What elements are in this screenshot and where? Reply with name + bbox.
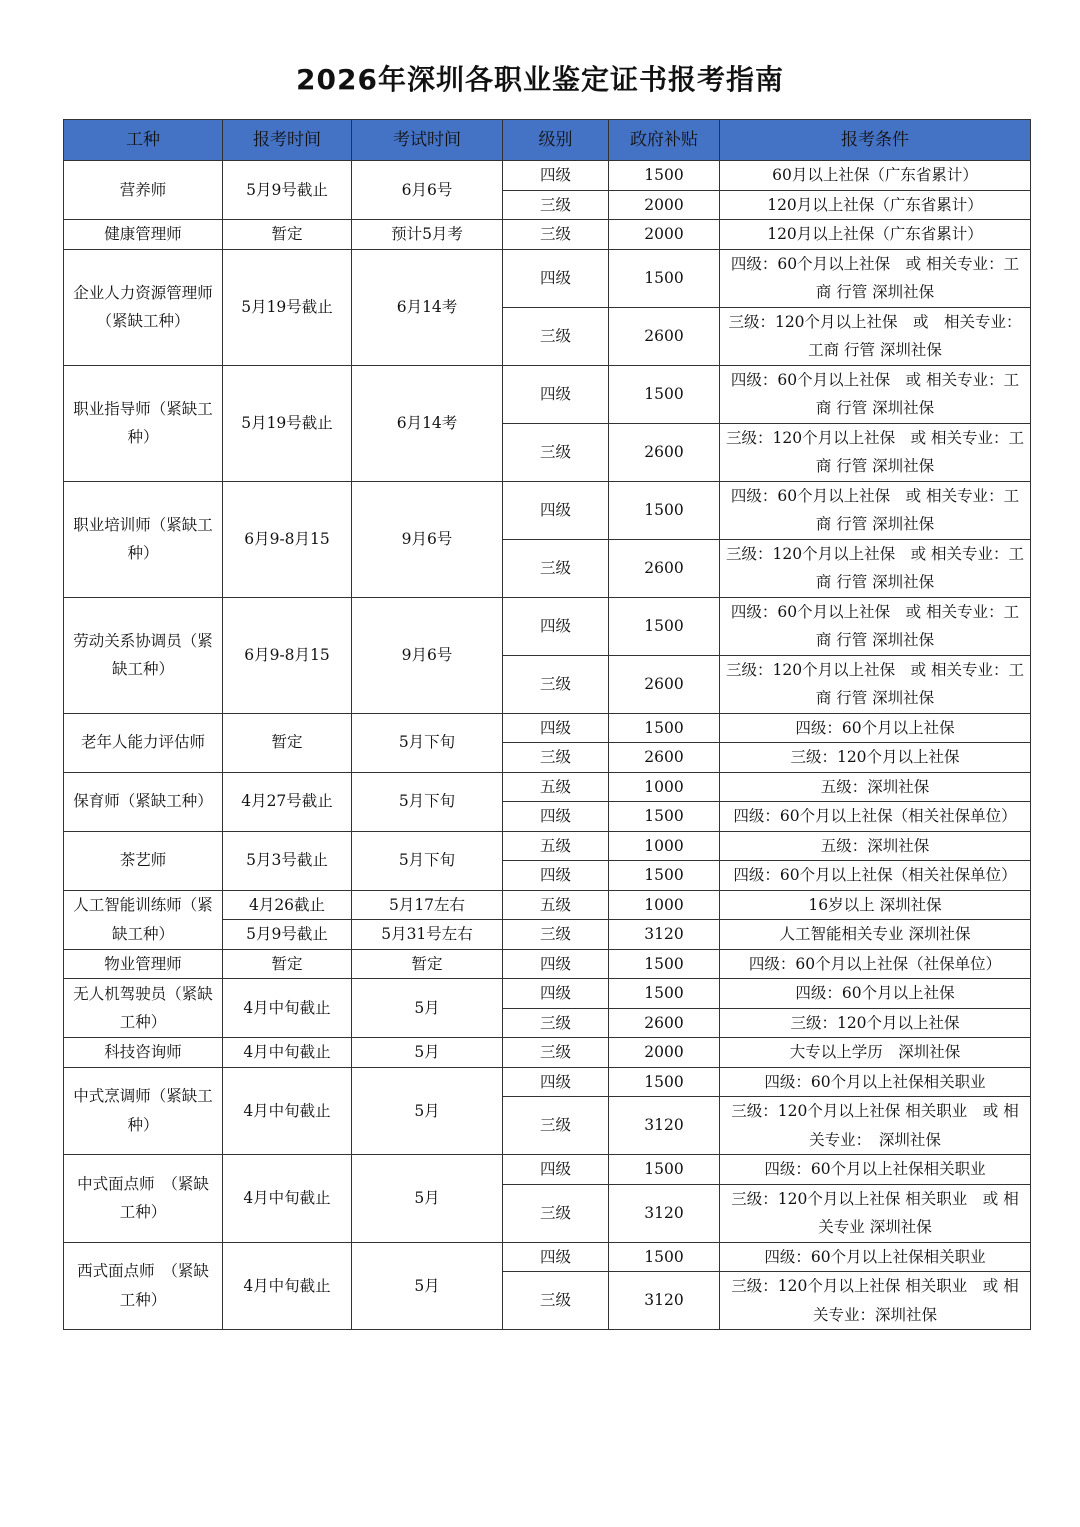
occupation-name: 人工智能训练师（紧缺工种） — [64, 890, 223, 949]
apply-time: 5月9号截止 — [223, 920, 352, 950]
condition: 120月以上社保（广东省累计） — [720, 220, 1031, 250]
condition: 四级：60个月以上社保 — [720, 713, 1031, 743]
condition: 三级：120个月以上社保 或 相关专业：工商 行管 深圳社保 — [720, 655, 1031, 713]
exam-time: 5月 — [352, 1242, 503, 1330]
subsidy: 3120 — [609, 920, 720, 950]
level: 三级 — [503, 743, 609, 773]
table-row — [64, 772, 1031, 802]
apply-time: 5月9号截止 — [223, 161, 352, 220]
condition: 三级：120个月以上社保 相关职业 或 相关专业： 深圳社保 — [720, 1097, 1031, 1155]
subsidy: 1500 — [609, 249, 720, 307]
condition: 四级：60个月以上社保相关职业 — [720, 1067, 1031, 1097]
subsidy: 2000 — [609, 190, 720, 220]
level: 三级 — [503, 190, 609, 220]
table-row — [64, 949, 1031, 979]
condition: 四级：60个月以上社保 或 相关专业：工商 行管 深圳社保 — [720, 249, 1031, 307]
exam-time: 9月6号 — [352, 481, 503, 597]
subsidy: 1500 — [609, 161, 720, 191]
condition: 三级：120个月以上社保 相关职业 或 相关专业：深圳社保 — [720, 1272, 1031, 1330]
exam-time: 5月 — [352, 1155, 503, 1243]
level: 四级 — [503, 597, 609, 655]
condition: 大专以上学历 深圳社保 — [720, 1038, 1031, 1068]
apply-time: 5月19号截止 — [223, 365, 352, 481]
table-row — [64, 161, 1031, 191]
occupation-name: 劳动关系协调员（紧缺工种） — [64, 597, 223, 713]
occupation-name: 营养师 — [64, 161, 223, 220]
occupation-name: 老年人能力评估师 — [64, 713, 223, 772]
occupation-name: 物业管理师 — [64, 949, 223, 979]
condition: 三级：120个月以上社保 或 相关专业：工商 行管 深圳社保 — [720, 423, 1031, 481]
level: 三级 — [503, 1184, 609, 1242]
occupation-name: 保育师（紧缺工种） — [64, 772, 223, 831]
exam-time: 5月 — [352, 979, 503, 1038]
level: 四级 — [503, 481, 609, 539]
subsidy: 3120 — [609, 1272, 720, 1330]
table-row — [64, 481, 1031, 539]
subsidy: 1500 — [609, 1067, 720, 1097]
level: 四级 — [503, 949, 609, 979]
subsidy: 1500 — [609, 949, 720, 979]
level: 三级 — [503, 1038, 609, 1068]
subsidy: 2600 — [609, 1008, 720, 1038]
header-type: 工种 — [64, 120, 223, 161]
level: 五级 — [503, 772, 609, 802]
subsidy: 2600 — [609, 423, 720, 481]
apply-time: 6月9-8月15 — [223, 481, 352, 597]
table-row — [64, 1067, 1031, 1097]
level: 三级 — [503, 1008, 609, 1038]
apply-time: 6月9-8月15 — [223, 597, 352, 713]
table-row — [64, 831, 1031, 861]
table-row — [64, 1155, 1031, 1185]
subsidy: 1000 — [609, 831, 720, 861]
exam-time: 6月14考 — [352, 365, 503, 481]
level: 三级 — [503, 307, 609, 365]
table-row — [64, 220, 1031, 250]
condition: 16岁以上 深圳社保 — [720, 890, 1031, 920]
exam-time: 5月 — [352, 1067, 503, 1155]
apply-time: 4月中旬截止 — [223, 1038, 352, 1068]
condition: 四级：60个月以上社保 或 相关专业：工商 行管 深圳社保 — [720, 365, 1031, 423]
level: 三级 — [503, 539, 609, 597]
occupation-name: 健康管理师 — [64, 220, 223, 250]
page-title: 2026年深圳各职业鉴定证书报考指南 — [296, 63, 784, 96]
exam-time: 5月下旬 — [352, 772, 503, 831]
occupation-name: 茶艺师 — [64, 831, 223, 890]
condition: 四级：60个月以上社保（相关社保单位） — [720, 861, 1031, 891]
condition: 四级：60个月以上社保 或 相关专业：工商 行管 深圳社保 — [720, 481, 1031, 539]
subsidy: 1500 — [609, 597, 720, 655]
level: 三级 — [503, 423, 609, 481]
header-subsidy: 政府补贴 — [609, 120, 720, 161]
condition: 四级：60个月以上社保（相关社保单位） — [720, 802, 1031, 832]
condition: 三级：120个月以上社保 或 相关专业：工商 行管 深圳社保 — [720, 539, 1031, 597]
exam-time: 6月6号 — [352, 161, 503, 220]
table-header-row — [64, 120, 1031, 161]
level: 四级 — [503, 1242, 609, 1272]
level: 四级 — [503, 713, 609, 743]
condition: 三级：120个月以上社保 — [720, 1008, 1031, 1038]
header-condition: 报考条件 — [720, 120, 1031, 161]
level: 三级 — [503, 1097, 609, 1155]
subsidy: 1500 — [609, 713, 720, 743]
table-row — [64, 1242, 1031, 1272]
occupation-name: 职业指导师（紧缺工种） — [64, 365, 223, 481]
table-row — [64, 597, 1031, 655]
condition: 120月以上社保（广东省累计） — [720, 190, 1031, 220]
exam-time: 暂定 — [352, 949, 503, 979]
subsidy: 3120 — [609, 1184, 720, 1242]
apply-time: 4月中旬截止 — [223, 1067, 352, 1155]
condition: 60月以上社保（广东省累计） — [720, 161, 1031, 191]
apply-time: 暂定 — [223, 220, 352, 250]
apply-time: 4月27号截止 — [223, 772, 352, 831]
level: 四级 — [503, 861, 609, 891]
subsidy: 1500 — [609, 365, 720, 423]
subsidy: 2000 — [609, 1038, 720, 1068]
header-level: 级别 — [503, 120, 609, 161]
table-row — [64, 979, 1031, 1009]
level: 四级 — [503, 979, 609, 1009]
subsidy: 2600 — [609, 655, 720, 713]
subsidy: 1500 — [609, 1155, 720, 1185]
occupation-name: 企业人力资源管理师 （紧缺工种） — [64, 249, 223, 365]
occupation-name: 无人机驾驶员（紧缺工种） — [64, 979, 223, 1038]
table-row — [64, 365, 1031, 423]
condition: 三级：120个月以上社保 — [720, 743, 1031, 773]
subsidy: 1500 — [609, 802, 720, 832]
subsidy: 1500 — [609, 861, 720, 891]
condition: 四级：60个月以上社保 — [720, 979, 1031, 1009]
level: 四级 — [503, 161, 609, 191]
level: 三级 — [503, 655, 609, 713]
apply-time: 5月3号截止 — [223, 831, 352, 890]
apply-time: 4月中旬截止 — [223, 979, 352, 1038]
exam-time: 预计5月考 — [352, 220, 503, 250]
subsidy: 2600 — [609, 307, 720, 365]
level: 四级 — [503, 802, 609, 832]
table-row — [64, 713, 1031, 743]
condition: 四级：60个月以上社保相关职业 — [720, 1242, 1031, 1272]
occupation-name: 西式面点师 （紧缺工种） — [64, 1242, 223, 1330]
subsidy: 1000 — [609, 772, 720, 802]
level: 三级 — [503, 1272, 609, 1330]
condition: 五级：深圳社保 — [720, 772, 1031, 802]
table-row — [64, 249, 1031, 307]
table-row — [64, 890, 1031, 920]
level: 四级 — [503, 1155, 609, 1185]
condition: 四级：60个月以上社保（社保单位） — [720, 949, 1031, 979]
subsidy: 1000 — [609, 890, 720, 920]
subsidy: 1500 — [609, 979, 720, 1009]
exam-guide-table — [63, 119, 1031, 1330]
condition: 五级：深圳社保 — [720, 831, 1031, 861]
occupation-name: 中式面点师 （紧缺工种） — [64, 1155, 223, 1243]
exam-time: 5月31号左右 — [352, 920, 503, 950]
occupation-name: 中式烹调师（紧缺工种） — [64, 1067, 223, 1155]
header-apply-time: 报考时间 — [223, 120, 352, 161]
subsidy: 2600 — [609, 539, 720, 597]
level: 四级 — [503, 1067, 609, 1097]
table-row — [64, 1038, 1031, 1068]
condition: 四级：60个月以上社保相关职业 — [720, 1155, 1031, 1185]
level: 三级 — [503, 220, 609, 250]
occupation-name: 科技咨询师 — [64, 1038, 223, 1068]
condition: 三级：120个月以上社保 相关职业 或 相关专业 深圳社保 — [720, 1184, 1031, 1242]
subsidy: 1500 — [609, 1242, 720, 1272]
level: 四级 — [503, 365, 609, 423]
exam-time: 9月6号 — [352, 597, 503, 713]
level: 三级 — [503, 920, 609, 950]
subsidy: 1500 — [609, 481, 720, 539]
occupation-name: 职业培训师（紧缺工种） — [64, 481, 223, 597]
apply-time: 4月26截止 — [223, 890, 352, 920]
subsidy: 3120 — [609, 1097, 720, 1155]
condition: 三级：120个月以上社保 或 相关专业：工商 行管 深圳社保 — [720, 307, 1031, 365]
apply-time: 暂定 — [223, 949, 352, 979]
apply-time: 5月19号截止 — [223, 249, 352, 365]
header-exam-time: 考试时间 — [352, 120, 503, 161]
subsidy: 2000 — [609, 220, 720, 250]
subsidy: 2600 — [609, 743, 720, 773]
apply-time: 4月中旬截止 — [223, 1155, 352, 1243]
exam-time: 5月 — [352, 1038, 503, 1068]
exam-time: 5月下旬 — [352, 713, 503, 772]
apply-time: 4月中旬截止 — [223, 1242, 352, 1330]
apply-time: 暂定 — [223, 713, 352, 772]
condition: 人工智能相关专业 深圳社保 — [720, 920, 1031, 950]
level: 五级 — [503, 831, 609, 861]
condition: 四级：60个月以上社保 或 相关专业：工商 行管 深圳社保 — [720, 597, 1031, 655]
exam-time: 5月下旬 — [352, 831, 503, 890]
level: 四级 — [503, 249, 609, 307]
exam-time: 6月14考 — [352, 249, 503, 365]
level: 五级 — [503, 890, 609, 920]
exam-time: 5月17左右 — [352, 890, 503, 920]
